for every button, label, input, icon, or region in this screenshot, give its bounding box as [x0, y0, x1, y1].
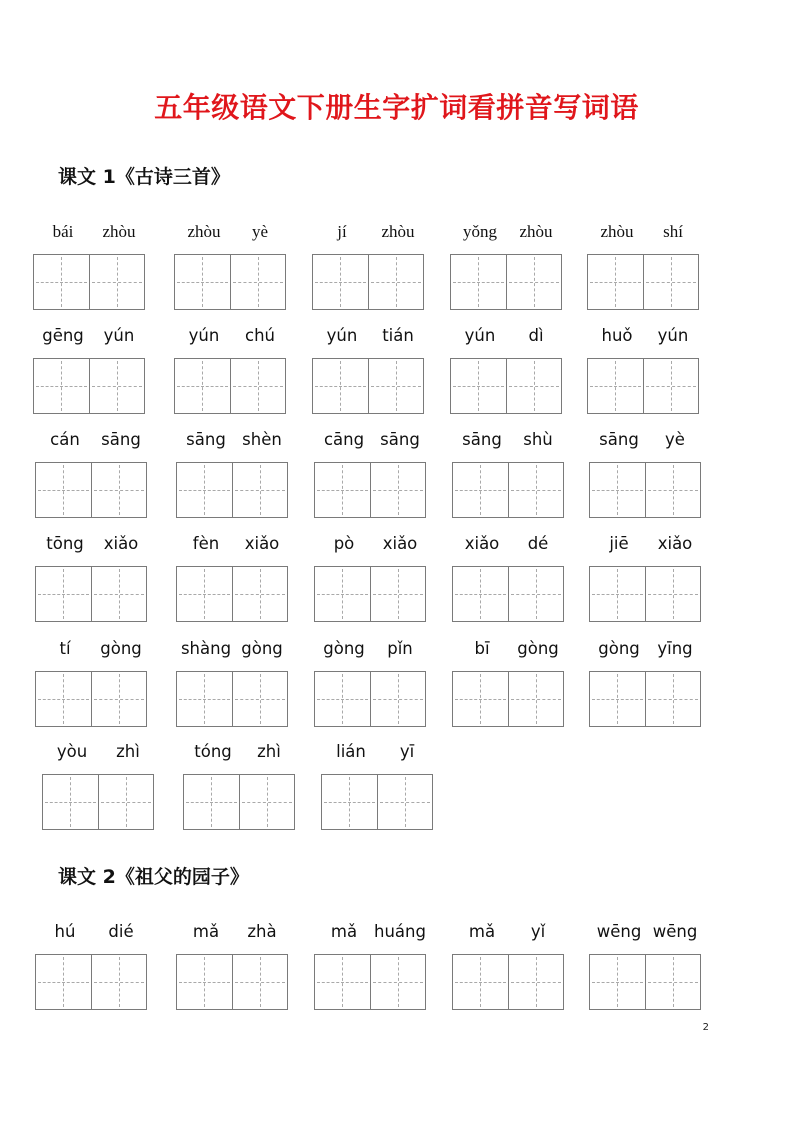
- pinyin-label: [312, 326, 424, 348]
- writing-boxes: [35, 671, 147, 727]
- pinyin-label: [589, 534, 701, 556]
- writing-boxes: [452, 462, 564, 518]
- pinyin-syllable: dé: [527, 534, 549, 553]
- pinyin-syllable: pò: [333, 534, 355, 553]
- word-cell: [589, 639, 701, 661]
- pinyin-syllable: yè: [665, 430, 685, 449]
- pinyin-syllable: yī: [399, 742, 415, 761]
- word-cell: [312, 222, 424, 244]
- writing-boxes: [35, 566, 147, 622]
- pinyin-syllable: wēng: [596, 922, 642, 941]
- pinyin-syllable: yún: [188, 326, 220, 345]
- pinyin-syllable: xiǎo: [244, 534, 280, 553]
- tianzige-box[interactable]: [645, 567, 700, 621]
- pinyin-syllable: jiē: [609, 534, 629, 553]
- word-cell: [452, 534, 564, 556]
- pinyin-syllable: sāng: [462, 430, 502, 449]
- tianzige-box[interactable]: [313, 359, 368, 413]
- tianzige-box[interactable]: [175, 359, 230, 413]
- tianzige-box[interactable]: [43, 775, 98, 829]
- tianzige-box[interactable]: [590, 567, 645, 621]
- tianzige-box[interactable]: [98, 775, 153, 829]
- pinyin-label: [33, 222, 145, 244]
- pinyin-label: [314, 639, 426, 661]
- pinyin-syllable: zhòu: [187, 222, 221, 241]
- pinyin-syllable: mǎ: [468, 922, 496, 941]
- writing-boxes: [589, 671, 701, 727]
- word-cell: [589, 430, 701, 452]
- writing-boxes: [35, 462, 147, 518]
- pinyin-label: [589, 430, 701, 452]
- pinyin-syllable: gòng: [100, 639, 142, 658]
- writing-boxes: [450, 254, 562, 310]
- pinyin-label: [35, 430, 147, 452]
- tianzige-box[interactable]: [370, 672, 425, 726]
- writing-boxes: [589, 566, 701, 622]
- tianzige-box[interactable]: [645, 672, 700, 726]
- pinyin-syllable: zhòu: [519, 222, 553, 241]
- pinyin-syllable: sāng: [380, 430, 420, 449]
- writing-boxes: [176, 462, 288, 518]
- pinyin-syllable: xiǎo: [657, 534, 693, 553]
- pinyin-syllable: sāng: [599, 430, 639, 449]
- word-cell: [452, 639, 564, 661]
- writing-boxes: [176, 671, 288, 727]
- pinyin-syllable: zhì: [116, 742, 140, 761]
- word-cell: [450, 222, 562, 244]
- tianzige-box[interactable]: [508, 463, 563, 517]
- word-cell: [587, 222, 699, 244]
- writing-boxes: [450, 358, 562, 414]
- pinyin-syllable: pǐn: [387, 639, 413, 658]
- tianzige-box[interactable]: [453, 672, 508, 726]
- pinyin-label: [314, 534, 426, 556]
- pinyin-syllable: zhòu: [600, 222, 634, 241]
- tianzige-box[interactable]: [453, 567, 508, 621]
- pinyin-syllable: xiǎo: [382, 534, 418, 553]
- word-cell: [33, 222, 145, 244]
- word-cell: [35, 430, 147, 452]
- writing-boxes: [452, 671, 564, 727]
- tianzige-box[interactable]: [643, 359, 698, 413]
- tianzige-box[interactable]: [184, 775, 239, 829]
- pinyin-syllable: cāng: [323, 430, 365, 449]
- tianzige-box[interactable]: [232, 463, 287, 517]
- tianzige-box[interactable]: [368, 359, 423, 413]
- pinyin-label: [174, 222, 286, 244]
- pinyin-syllable: zhòu: [102, 222, 136, 241]
- word-cell: [314, 922, 426, 944]
- tianzige-box[interactable]: [643, 255, 698, 309]
- word-cell: [33, 326, 145, 348]
- tianzige-box[interactable]: [177, 672, 232, 726]
- tianzige-box[interactable]: [177, 567, 232, 621]
- tianzige-box[interactable]: [453, 955, 508, 1009]
- writing-boxes: [174, 358, 286, 414]
- pinyin-syllable: xiǎo: [103, 534, 139, 553]
- writing-boxes: [174, 254, 286, 310]
- pinyin-syllable: jí: [337, 222, 347, 241]
- tianzige-box[interactable]: [451, 359, 506, 413]
- word-cell: [589, 534, 701, 556]
- pinyin-syllable: tóng: [194, 742, 232, 761]
- tianzige-box[interactable]: [91, 672, 146, 726]
- word-cell: [314, 430, 426, 452]
- word-cell: [587, 326, 699, 348]
- pinyin-syllable: yè: [251, 222, 269, 241]
- tianzige-box[interactable]: [89, 255, 144, 309]
- tianzige-box[interactable]: [36, 672, 91, 726]
- word-cell: [174, 222, 286, 244]
- pinyin-syllable: yún: [326, 326, 358, 345]
- pinyin-label: [176, 639, 288, 661]
- word-cell: [35, 534, 147, 556]
- pinyin-syllable: yǒng: [463, 222, 497, 241]
- pinyin-syllable: yún: [464, 326, 496, 345]
- pinyin-syllable: xiǎo: [464, 534, 500, 553]
- word-cell: [176, 534, 288, 556]
- tianzige-box[interactable]: [370, 567, 425, 621]
- pinyin-label: [452, 534, 564, 556]
- pinyin-syllable: wēng: [652, 922, 698, 941]
- pinyin-syllable: shàng: [180, 639, 232, 658]
- pinyin-syllable: zhì: [257, 742, 281, 761]
- pinyin-syllable: tí: [59, 639, 71, 658]
- pinyin-label: [312, 222, 424, 244]
- tianzige-box[interactable]: [175, 255, 230, 309]
- tianzige-box[interactable]: [588, 255, 643, 309]
- writing-boxes: [312, 358, 424, 414]
- pinyin-syllable: hú: [54, 922, 76, 941]
- tianzige-box[interactable]: [370, 463, 425, 517]
- pinyin-label: [589, 639, 701, 661]
- pinyin-syllable: cán: [50, 430, 80, 449]
- tianzige-box[interactable]: [91, 955, 146, 1009]
- pinyin-label: [176, 922, 288, 944]
- pinyin-syllable: yǐ: [530, 922, 546, 941]
- tianzige-box[interactable]: [36, 567, 91, 621]
- writing-boxes: [452, 566, 564, 622]
- tianzige-box[interactable]: [506, 255, 561, 309]
- tianzige-box[interactable]: [91, 567, 146, 621]
- writing-boxes: [33, 254, 145, 310]
- word-cell: [312, 326, 424, 348]
- tianzige-box[interactable]: [590, 672, 645, 726]
- pinyin-syllable: yún: [103, 326, 135, 345]
- pinyin-label: [35, 922, 147, 944]
- pinyin-syllable: shù: [523, 430, 553, 449]
- tianzige-box[interactable]: [313, 255, 368, 309]
- word-cell: [321, 742, 433, 764]
- word-cell: [314, 639, 426, 661]
- pinyin-syllable: dì: [528, 326, 544, 345]
- word-cell: [452, 430, 564, 452]
- pinyin-label: [587, 326, 699, 348]
- pinyin-label: [450, 222, 562, 244]
- writing-boxes: [587, 358, 699, 414]
- lesson-2-heading: 课文 2《祖父的园子》: [58, 866, 249, 888]
- tianzige-box[interactable]: [368, 255, 423, 309]
- pinyin-syllable: shí: [663, 222, 683, 241]
- tianzige-box[interactable]: [315, 672, 370, 726]
- pinyin-syllable: yún: [657, 326, 689, 345]
- writing-boxes: [589, 954, 701, 1010]
- tianzige-box[interactable]: [645, 955, 700, 1009]
- tianzige-box[interactable]: [34, 359, 89, 413]
- tianzige-box[interactable]: [239, 775, 294, 829]
- tianzige-box[interactable]: [232, 955, 287, 1009]
- tianzige-box[interactable]: [177, 463, 232, 517]
- word-cell: [314, 534, 426, 556]
- pinyin-label: [452, 639, 564, 661]
- pinyin-label: [452, 430, 564, 452]
- tianzige-box[interactable]: [315, 463, 370, 517]
- pinyin-label: [176, 534, 288, 556]
- pinyin-syllable: dié: [108, 922, 134, 941]
- word-cell: [183, 742, 295, 764]
- pinyin-syllable: mǎ: [330, 922, 358, 941]
- tianzige-box[interactable]: [315, 955, 370, 1009]
- tianzige-box[interactable]: [370, 955, 425, 1009]
- writing-boxes: [176, 566, 288, 622]
- tianzige-box[interactable]: [230, 255, 285, 309]
- tianzige-box[interactable]: [508, 672, 563, 726]
- tianzige-box[interactable]: [506, 359, 561, 413]
- tianzige-box[interactable]: [36, 463, 91, 517]
- pinyin-syllable: gòng: [517, 639, 559, 658]
- pinyin-syllable: zhà: [247, 922, 277, 941]
- page-title: 五年级语文下册生字扩词看拼音写词语: [154, 91, 639, 124]
- tianzige-box[interactable]: [588, 359, 643, 413]
- pinyin-syllable: tōng: [46, 534, 84, 553]
- writing-boxes: [183, 774, 295, 830]
- writing-boxes: [33, 358, 145, 414]
- pinyin-syllable: fèn: [192, 534, 220, 553]
- pinyin-label: [321, 742, 433, 764]
- tianzige-box[interactable]: [232, 567, 287, 621]
- writing-boxes: [35, 954, 147, 1010]
- pinyin-syllable: gēng: [42, 326, 84, 345]
- pinyin-label: [183, 742, 295, 764]
- word-cell: [176, 639, 288, 661]
- pinyin-syllable: lián: [336, 742, 366, 761]
- tianzige-box[interactable]: [508, 955, 563, 1009]
- pinyin-label: [33, 326, 145, 348]
- pinyin-syllable: bái: [52, 222, 74, 241]
- tianzige-box[interactable]: [645, 463, 700, 517]
- word-cell: [589, 922, 701, 944]
- tianzige-box[interactable]: [451, 255, 506, 309]
- pinyin-syllable: yòu: [56, 742, 88, 761]
- tianzige-box[interactable]: [322, 775, 377, 829]
- writing-boxes: [176, 954, 288, 1010]
- pinyin-syllable: chú: [245, 326, 275, 345]
- tianzige-box[interactable]: [89, 359, 144, 413]
- tianzige-box[interactable]: [590, 955, 645, 1009]
- tianzige-box[interactable]: [508, 567, 563, 621]
- tianzige-box[interactable]: [315, 567, 370, 621]
- writing-boxes: [587, 254, 699, 310]
- pinyin-label: [450, 326, 562, 348]
- page-number: 2: [702, 1022, 709, 1033]
- writing-boxes: [314, 954, 426, 1010]
- writing-boxes: [314, 671, 426, 727]
- tianzige-box[interactable]: [590, 463, 645, 517]
- tianzige-box[interactable]: [34, 255, 89, 309]
- word-cell: [176, 922, 288, 944]
- pinyin-label: [176, 430, 288, 452]
- tianzige-box[interactable]: [232, 672, 287, 726]
- pinyin-syllable: sāng: [186, 430, 226, 449]
- pinyin-syllable: bī: [474, 639, 490, 658]
- pinyin-syllable: gòng: [598, 639, 640, 658]
- pinyin-label: [314, 922, 426, 944]
- pinyin-syllable: gòng: [323, 639, 365, 658]
- pinyin-syllable: yīng: [657, 639, 693, 658]
- pinyin-label: [452, 922, 564, 944]
- pinyin-label: [35, 639, 147, 661]
- word-cell: [176, 430, 288, 452]
- pinyin-label: [314, 430, 426, 452]
- word-cell: [452, 922, 564, 944]
- pinyin-label: [42, 742, 154, 764]
- word-cell: [42, 742, 154, 764]
- tianzige-box[interactable]: [36, 955, 91, 1009]
- pinyin-syllable: tián: [382, 326, 414, 345]
- pinyin-label: [589, 922, 701, 944]
- pinyin-syllable: zhòu: [381, 222, 415, 241]
- word-cell: [35, 922, 147, 944]
- writing-boxes: [589, 462, 701, 518]
- writing-boxes: [314, 462, 426, 518]
- writing-boxes: [312, 254, 424, 310]
- writing-boxes: [452, 954, 564, 1010]
- pinyin-syllable: huáng: [374, 922, 426, 941]
- tianzige-box[interactable]: [453, 463, 508, 517]
- lesson-1-heading: 课文 1《古诗三首》: [58, 166, 230, 188]
- word-cell: [450, 326, 562, 348]
- tianzige-box[interactable]: [91, 463, 146, 517]
- pinyin-syllable: mǎ: [192, 922, 220, 941]
- word-cell: [35, 639, 147, 661]
- pinyin-syllable: gòng: [241, 639, 283, 658]
- writing-boxes: [321, 774, 433, 830]
- pinyin-label: [174, 326, 286, 348]
- tianzige-box[interactable]: [230, 359, 285, 413]
- tianzige-box[interactable]: [177, 955, 232, 1009]
- word-cell: [174, 326, 286, 348]
- tianzige-box[interactable]: [377, 775, 432, 829]
- pinyin-syllable: huǒ: [601, 326, 633, 345]
- pinyin-label: [35, 534, 147, 556]
- writing-boxes: [42, 774, 154, 830]
- writing-boxes: [314, 566, 426, 622]
- pinyin-syllable: sāng: [101, 430, 141, 449]
- pinyin-syllable: shèn: [242, 430, 282, 449]
- pinyin-label: [587, 222, 699, 244]
